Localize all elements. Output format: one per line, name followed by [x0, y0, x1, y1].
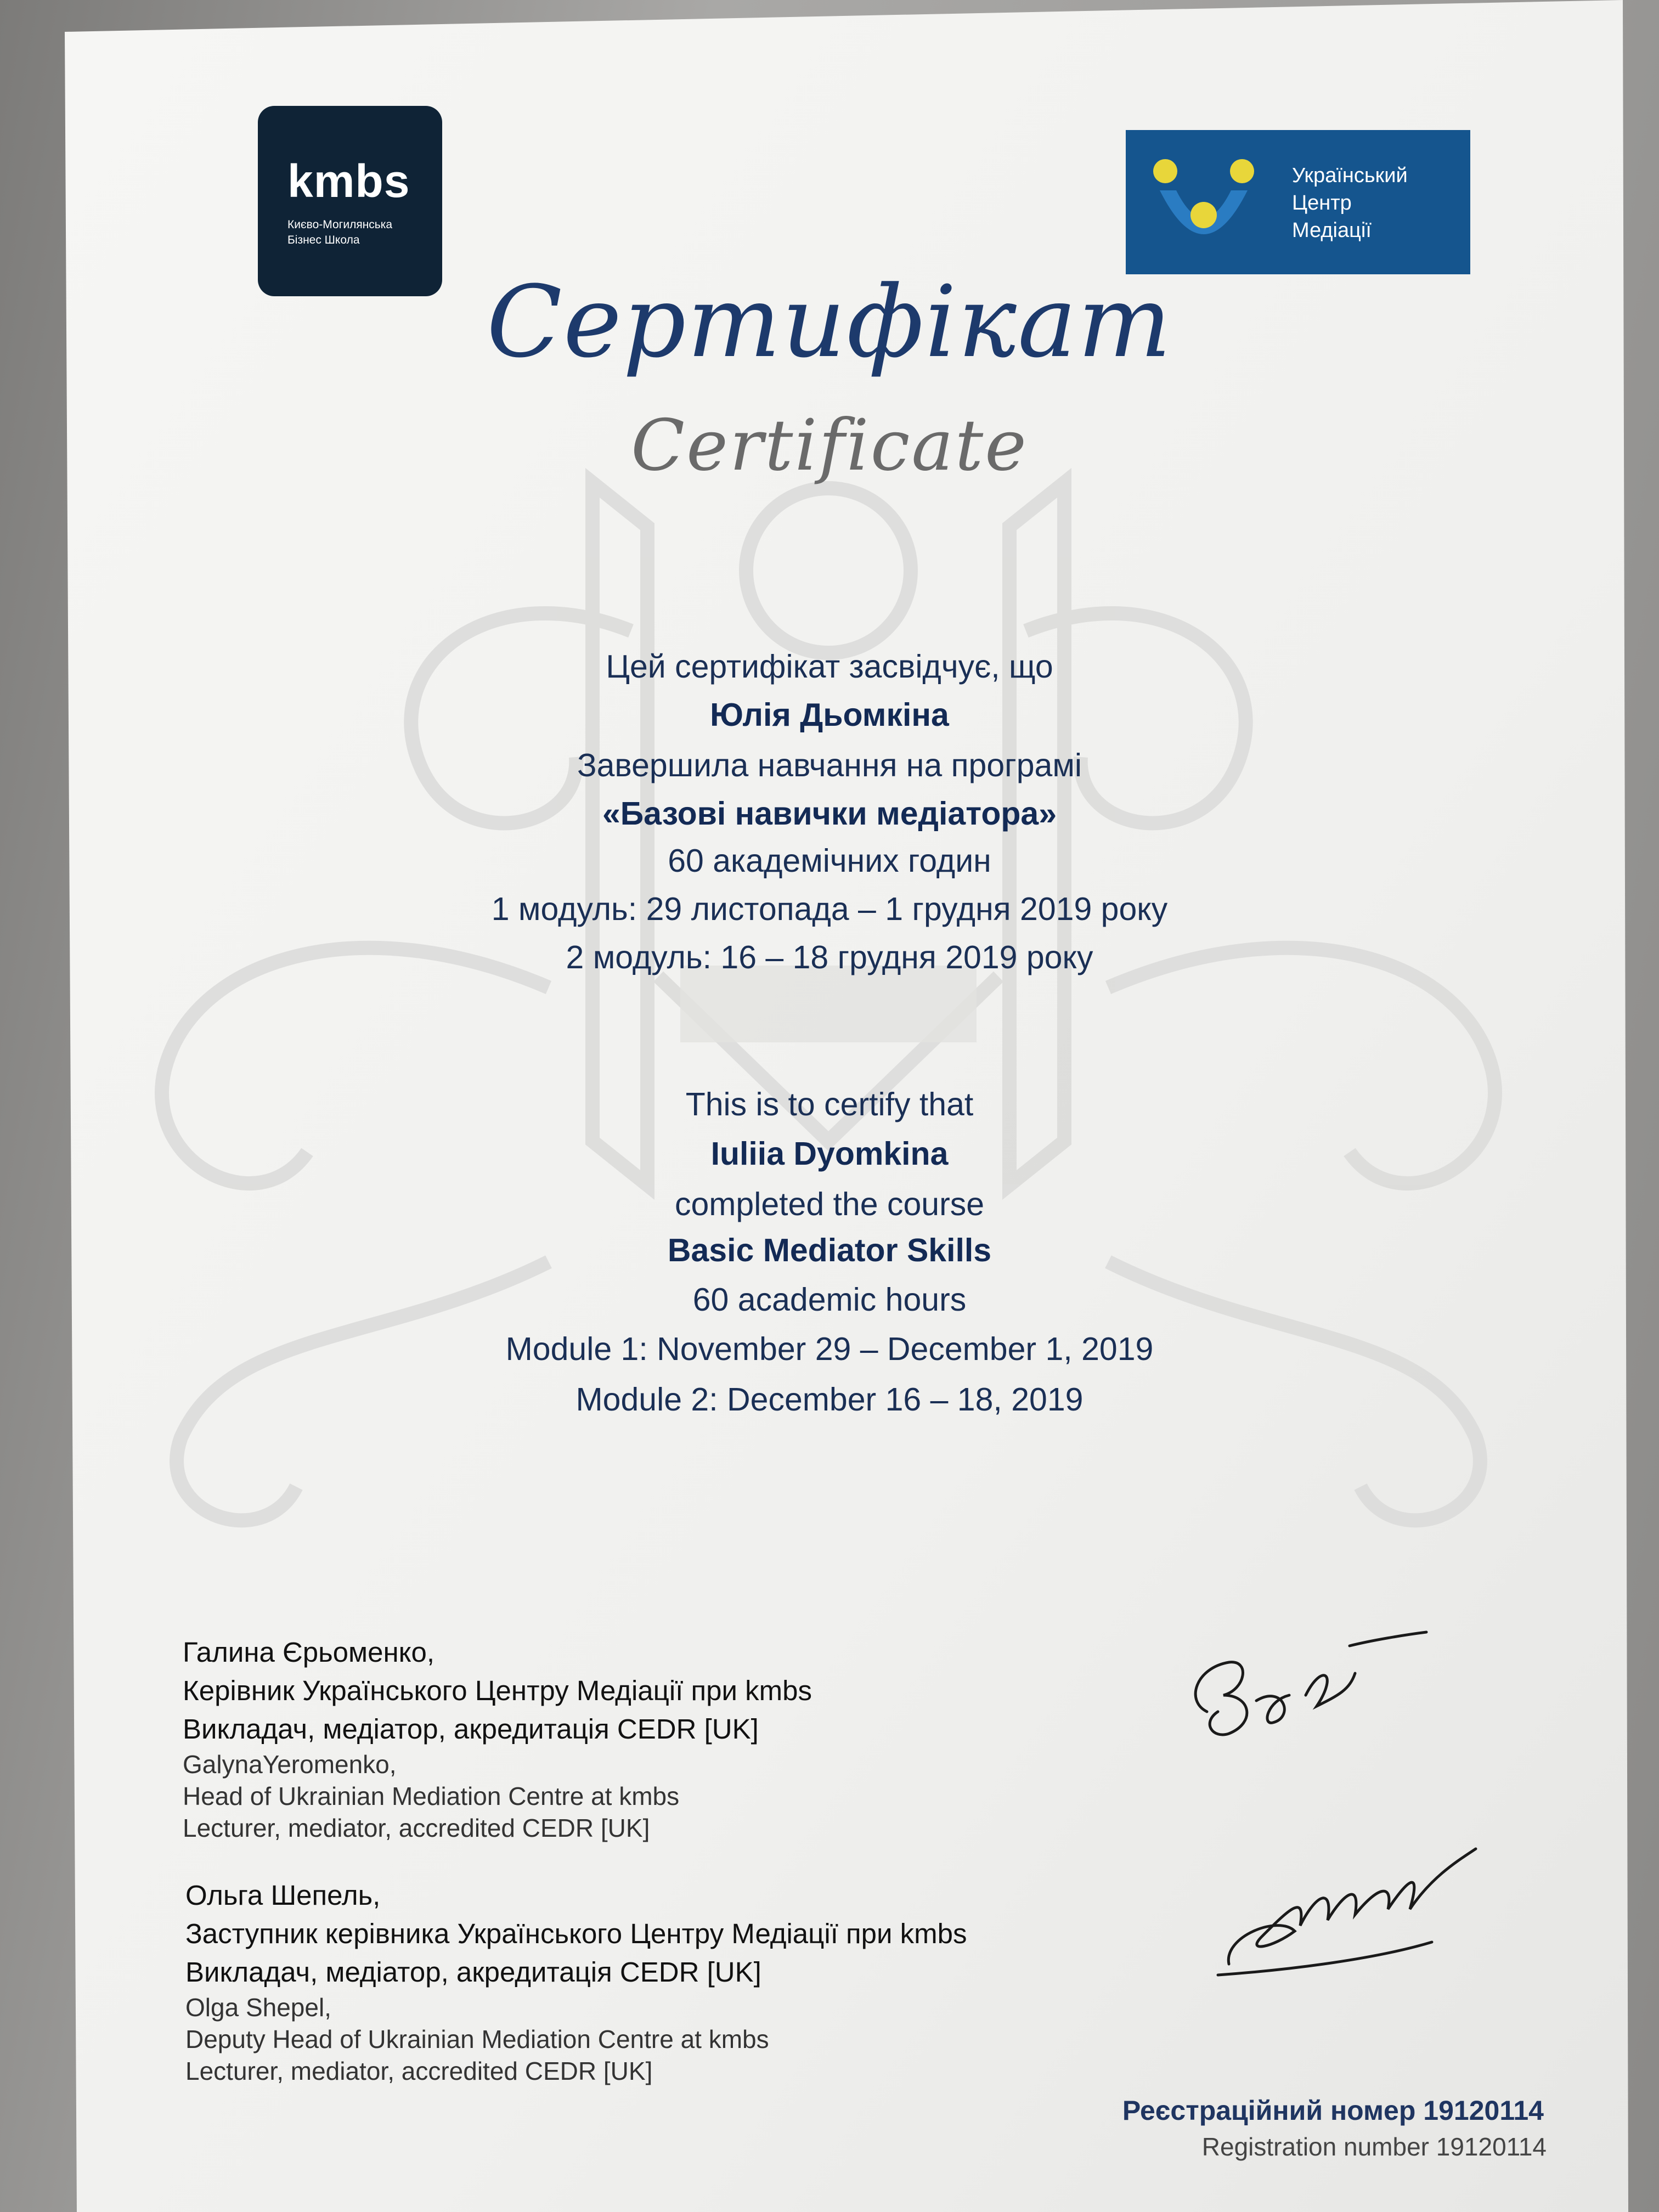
signature-1-icon	[1174, 1629, 1437, 1761]
ucm-line3: Медіації	[1292, 219, 1372, 242]
intro-ua: Цей сертифікат засвідчує, що	[606, 648, 1053, 685]
ucm-emblem-icon	[1149, 152, 1259, 251]
completed-ua: Завершила навчання на програмі	[577, 747, 1082, 783]
signatory-1-role2-ua: Викладач, медіатор, акредитація CEDR [UK]	[183, 1713, 759, 1745]
certificate-title-ua: Сертифікат	[486, 265, 1173, 380]
program-name-en: Basic Mediator Skills	[667, 1232, 992, 1268]
ucm-logo	[1126, 130, 1470, 274]
intro-en: This is to certify that	[685, 1086, 974, 1122]
signatory-2-name-ua: Ольга Шепель,	[185, 1880, 381, 1911]
signatory-2-role1-en: Deputy Head of Ukrainian Mediation Centre at kmbs	[185, 2025, 769, 2053]
signatory-2-role2-en: Lecturer, mediator, accredited CEDR [UK]	[185, 2057, 653, 2085]
signature-2-icon	[1212, 1827, 1520, 1991]
recipient-name-en: Iuliia Dyomkina	[710, 1136, 949, 1172]
signatory-2-role2-ua: Викладач, медіатор, акредитація CEDR [UK]	[185, 1956, 761, 1988]
registration-number-ua: Реєстраційний номер 19120114	[1122, 2095, 1544, 2126]
signatory-block-1	[183, 1633, 812, 1844]
recipient-name-ua: Юлія Дьомкіна	[710, 697, 949, 733]
signatory-1-role2-en: Lecturer, mediator, accredited CEDR [UK]	[183, 1814, 650, 1842]
kmbs-wordmark: kmbs	[287, 155, 410, 207]
signatory-1-role1-en: Head of Ukrainian Mediation Centre at kmbs	[183, 1782, 680, 1810]
certificate-title-en: Certificate	[631, 405, 1028, 487]
signatory-1-name-en: GalynaYeromenko,	[183, 1750, 397, 1779]
ucm-line2: Центр	[1292, 191, 1352, 215]
signatory-1-role1-ua: Керівник Українського Центру Медіації при kmbs	[183, 1675, 812, 1706]
module2-en: Module 2: December 16 – 18, 2019	[575, 1381, 1084, 1418]
hours-ua: 60 академічних годин	[668, 843, 991, 879]
signatory-2-name-en: Olga Shepel,	[185, 1993, 331, 2022]
completed-en: completed the course	[674, 1186, 985, 1222]
registration-number-en: Registration number 19120114	[1201, 2132, 1547, 2161]
kmbs-subtitle-line2: Бізнес Школа	[287, 234, 360, 246]
hours-en: 60 academic hours	[692, 1282, 967, 1318]
kmbs-subtitle-line1: Києво-Могилянська	[287, 218, 393, 231]
ucm-logo-text	[1292, 162, 1408, 244]
signatory-1-name-ua: Галина Єрьоменко,	[183, 1637, 435, 1668]
signatory-2-role1-ua: Заступник керівника Українського Центру Медіації при kmbs	[185, 1918, 967, 1949]
module1-en: Module 1: November 29 – December 1, 2019	[505, 1331, 1154, 1367]
module1-ua: 1 модуль: 29 листопада – 1 грудня 2019 року	[491, 891, 1168, 927]
signatory-block-2	[185, 1876, 967, 2087]
module2-ua: 2 модуль: 16 – 18 грудня 2019 року	[566, 939, 1093, 975]
ucm-line1: Український	[1292, 164, 1408, 187]
program-name-ua: «Базові навички медіатора»	[602, 795, 1057, 832]
